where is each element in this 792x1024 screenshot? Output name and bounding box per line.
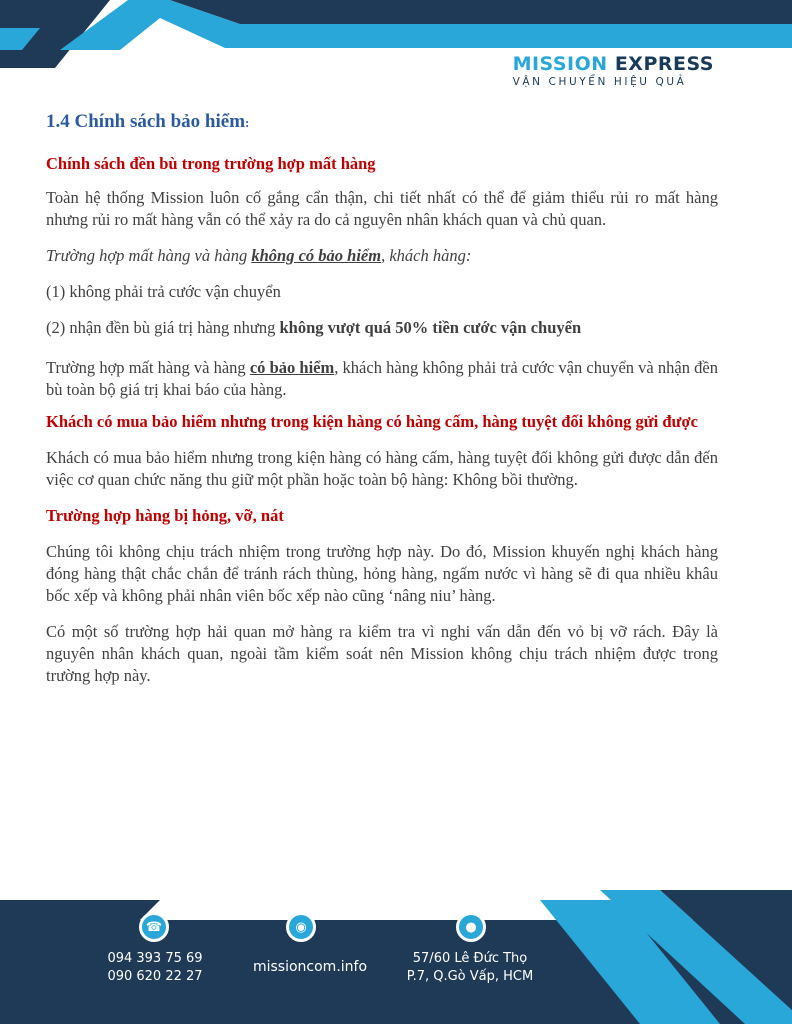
footer-website[interactable]: missioncom.info	[252, 959, 368, 975]
address-line-1: 57/60 Lê Đức Thọ	[412, 951, 528, 966]
paragraph-prohibited: Khách có mua bảo hiểm nhưng trong kiện hàng có hàng cấm, hàng tuyệt đối không gửi được dẫn đến việc cơ quan chức năng thu giữ một phần hoặc toàn bộ hàng: Không bồi thường.	[46, 448, 718, 489]
subheading-lost-goods: Chính sách đền bù trong trường hợp mất hàng	[46, 154, 376, 173]
list-item-2-pre: (2) nhận đền bù giá trị hàng nhưng	[46, 318, 280, 337]
footer-phones	[100, 950, 210, 986]
subheading-damaged-goods: Trường hợp hàng bị hỏng, vỡ, nát	[46, 506, 284, 525]
brand-logo	[513, 54, 714, 88]
paragraph-damaged: Chúng tôi không chịu trách nhiệm trong trường hợp này. Do đó, Mission khuyến nghị khách hàng đóng hàng thật chắc chắn để tránh rách thùng, hỏng hàng, ngấm nước vì hàng sẽ đi qua nhiều khâu bốc xếp và không phải nhân viên bốc xếp nào cũng ‘nâng niu’ hàng.	[46, 542, 718, 605]
paragraph-no-insurance	[46, 245, 718, 267]
location-pin-icon: ●	[456, 912, 486, 942]
paragraph-no-insurance-pre: Trường hợp mất hàng và hàng	[46, 246, 252, 265]
paragraph-intro: Toàn hệ thống Mission luôn cố gắng cẩn thận, chi tiết nhất có thể để giảm thiểu rủi ro mất hàng nhưng rủi ro mất hàng vẫn có thể xảy ra do cả nguyên nhân khách quan và chủ quan.	[46, 188, 718, 229]
list-item-2-bold: không vượt quá 50% tiền cước vận chuyển	[279, 318, 582, 337]
paragraph-with-insurance	[46, 357, 718, 401]
section-title-text: 1.4 Chính sách bảo hiểm	[46, 111, 246, 132]
phone-number-1[interactable]: 094 393 75 69	[107, 951, 203, 966]
list-item-1: (1) không phải trả cước vận chuyển	[46, 282, 281, 301]
globe-icon: ◉	[286, 912, 316, 942]
brand-tagline: VẬN CHUYỂN HIỆU QUẢ	[512, 76, 687, 88]
paragraph-with-insurance-pre: Trường hợp mất hàng và hàng	[46, 358, 250, 377]
no-insurance-emphasis: không có bảo hiểm	[251, 246, 382, 265]
section-title	[46, 110, 718, 135]
phone-icon: ☎	[139, 912, 169, 942]
document-body	[46, 110, 718, 701]
brand-name-part2: EXPRESS	[614, 53, 714, 75]
subheading-prohibited-goods: Khách có mua bảo hiểm nhưng trong kiện hàng có hàng cấm, hàng tuyệt đối không gửi được	[46, 412, 698, 431]
with-insurance-emphasis: có bảo hiểm	[249, 358, 335, 377]
paragraph-customs: Có một số trường hợp hải quan mở hàng ra kiểm tra vì nghi vấn dẫn đến vỏ bị vỡ rách. Đây là nguyên nhân khách quan, ngoài tầm kiểm soát nên Mission không chịu trách nhiệm được trong trường hợp này.	[46, 622, 718, 685]
address-line-2: P.7, Q.Gò Vấp, HCM	[406, 969, 534, 984]
section-title-suffix: :	[245, 115, 250, 130]
brand-name-part1: MISSION	[512, 53, 608, 75]
footer-address	[400, 950, 540, 986]
paragraph-with-insurance-post: , khách hàng không phải trả cước vận chuyển và nhận đền bù toàn bộ giá trị khai báo của hàng.	[46, 358, 718, 399]
brand-name	[513, 54, 714, 74]
list-item-2	[46, 317, 718, 339]
paragraph-no-insurance-post: , khách hàng:	[381, 246, 472, 265]
phone-number-2[interactable]: 090 620 22 27	[107, 969, 203, 984]
